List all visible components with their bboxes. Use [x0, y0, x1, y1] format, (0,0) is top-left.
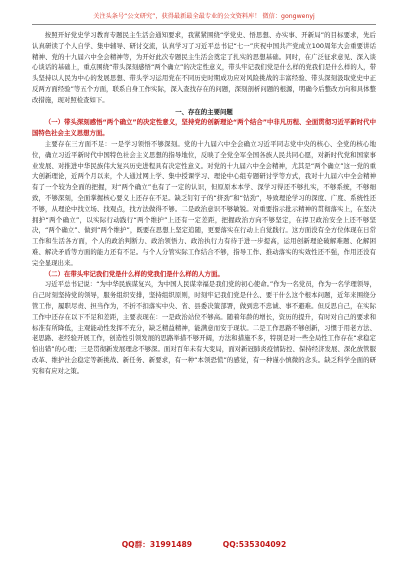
footer-contact: [0, 539, 408, 550]
subsection-heading-1: （一）带头深刻感悟“两个确立”的决定性意义，坚持党的创新理论“两个结合”中非凡历程、全面贯彻习近平新时代中国特色社会主义思想方面。: [32, 118, 376, 138]
body-paragraph-2: 习近平总书记说：“为中华民族谋复兴，为中国人民谋幸福是我们党的初心使命。”作为一名党员，作为一名学理领导，自己时刻坚持党的领导，服务组织安排，坚持组织原则，时刻牢记我们党是什么、要干什么这个根本问题，近年来围绕分管工作，履职尽责、担当作为，不折不扣落实中央、省、县委决策部署，做到忠不忠诚、事不避难。但反思自己，在实际工作中还存在以下不足和差距，主要表现在：一是政治站位不够高。随着年龄的增长，资历的提升，有时对自己的要求和标准有所降低，主观能动性发挥不充分，缺乏精益精神，能满意而安于现状。二是工作思路不够创新，习惯于用老方法、老思路、老经验开展工作，创造性引领发展的思路举措不够开阔，方法和措施不多，特别是对一些全局性工作存在“求稳定怕出错”的心理；三是贯彻新发展理念不够深。面对百年未有大变局，面对新冠肺炎疫情防控、保持经济发展、深化放管服改革、维护社会稳定等新挑战、新任务、新要求，有一种“本领恐慌”的感觉，有一种谨小慎微的念头。缺乏科学全面的研究和有应对之策。: [32, 280, 376, 375]
promo-banner: 关注头条号“公文研究”，获得最新最全最专业的公文资料库！ 微信：gongwenyj: [32, 12, 376, 25]
body-paragraph-1: 主要存在三方面不足：一是学习领悟不够深刻。党的十九届六中全会确立习近平同志党中央的核心、全党的核心地位，确立习近平新时代中国特色社会主义思想的指导地位，反映了全党全军全国各族人民共同心愿，对新时代党和国家事业发展、对推进中华民族伟大复兴历史进程具有决定性意义。对党的十九届六中全会精神，尤其是“两个确立”这一党的重大创新理论，近两个月以来，个人通过网上学、集中授课学习、理论中心组专题研讨学等方式，我对十九届六中全会精神有了一个较为全面的把握，对“两个确立”也有了一定的认识，但原原本本学、深学习得还不够扎实，不够系统，不够细致，不够深刻，全面掌握核心要义上还存在不足。缺乏钉钉子的“挤劲”和“钻劲”，导致理论学习的深度、广度、系统性还不够，从理论中找立场、找观点，找方法做得不够。二是政治意识不够敏锐。对重要指示批示精神的贯彻落实上，在坚决拥护“两个确立”，以实际行动践行“两个维护”上还有一定差距，把握政治方向不够坚定，在捍卫政治安全上还不够坚决，“两个确立”、做到“两个维护”，既要在思想上坚定追随，更要落实在行动上自觉践行。这方面没有全方位体现在日常工作和生活各方面，个人的政治判断力、政治领悟力、政治执行力有待于进一步提高，运用创新理论破解难题、化解困难、解决矛盾等方面的能力还有不足。与个人分管实际工作结合不够，指导工作、推动落实的实效性还不强，作用还没有完全显现出来。: [32, 139, 376, 267]
footer-qq-number: QQ:535304092: [222, 540, 287, 549]
document-body: [32, 30, 376, 536]
intro-paragraph: 按照开好党史学习教育专题民主生活会通知要求，我紧紧围绕“学党史、悟思想、办实事、开新局”的目标要求，先后认真研读了个人自学、集中辅导、研讨交流，认真学习了习近平总书记“七一”庆祝中国共产党成立100周年大会重要讲话精神、党的十九届六中全会精神等，为开好此次专题民主生活会奠定了扎实的思想基础。同时，在广泛征求意见、深入谈心谈话的基础上，重点围绕“带头深刻感悟“两个确立”的决定性意义，带头牢记我们党是什么样的党我们是什么样的人，带头坚持以人民为中心的发展思想、带头学习运用党在不同历史时期成功应对风险挑战的丰富经验、带头深刻汲取党史中正反两方面经验”等五个方面，联系自身工作实际，深入查找存在的问题，深刻剖析问题的根源，明确今后整改方向和具体整改措施，现对照检查如下。: [32, 31, 376, 104]
footer-qq-group: QQ群：31991489: [121, 540, 193, 549]
section-heading: 一、存在的主要问题: [175, 107, 233, 116]
subsection-heading-2: （二）在带头牢记我们党是什么样的党我们是什么样的人方面。: [44, 269, 224, 278]
